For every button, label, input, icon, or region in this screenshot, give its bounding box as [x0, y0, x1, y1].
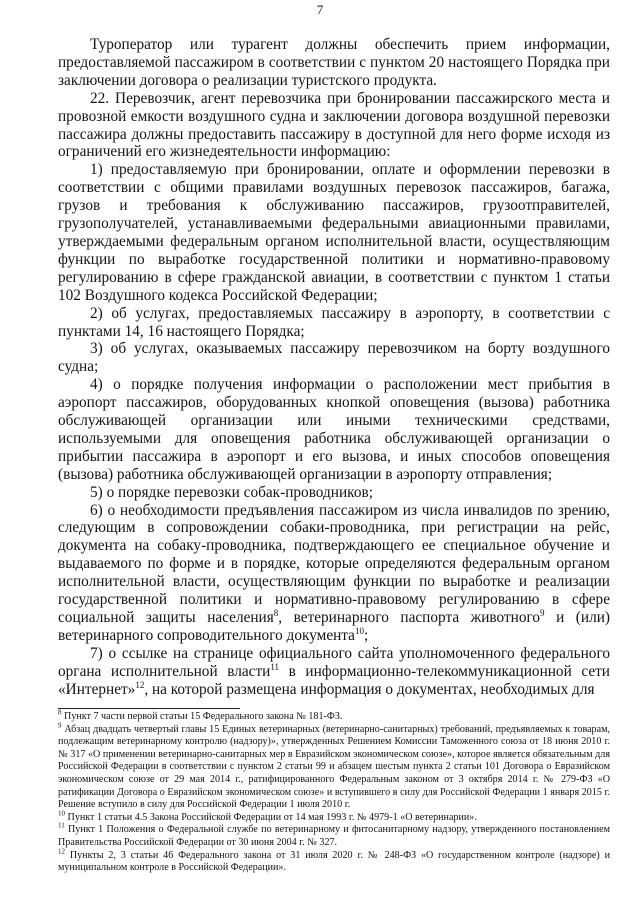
paragraph: 6) о необходимости предъявления пассажиром из числа инвалидов по зрению, следующим в сопровождении собаки-проводника, при регистрации на рейс, документа на собаку-проводника, подтверждающего ее специальное обучение и выдаваемого по форме и в порядке, которые определяются федеральным органом исполнительной власти, осуществляющим функции по выработке и реализации государственной политики и нормативно-правовому регулированию в сфере социальной защиты населения$^8$, ветеринарного паспорта животного$^9$ и (или) ветеринарного сопроводительного документа$^{10}$; [58, 501, 610, 644]
footnote-number: 8 [58, 708, 62, 717]
paragraph: 4) о порядке получения информации о расположении мест прибытия в аэропорт пассажиров, оборудованных кнопкой оповещения (вызова) работника обслуживающей организации или иными техническими средствами, используемыми для оповещения работника обслуживающей организации о прибытии пассажира в аэропорт и его вызова, и иных способов оповещения (вызова) работника обслуживающей организации в аэропорту отправления; [58, 376, 610, 483]
footnote-number: 10 [58, 809, 65, 818]
footnote-number: 9 [58, 721, 62, 730]
footnote: $^{12}$ Пункты 2, 3 статьи 46 Федерального закона от 31 июля 2020 г. № 248-ФЗ «О государственном контроле (надзоре) и муниципальном контроле в Российской Федерации». [58, 847, 610, 874]
footnotes [58, 708, 610, 875]
footnote-ref[interactable]: 10 [354, 625, 364, 636]
footnote: $^8$ Пункт 7 части первой статьи 15 Федерального закона № 181-ФЗ. [58, 708, 343, 722]
footnote-ref[interactable]: 12 [135, 679, 145, 690]
paragraph: Туроператор или турагент должны обеспечить прием информации, предоставляемой пассажиром в соответствии с пунктом 20 настоящего Порядка при заключении договора о реализации туристского продукта. [58, 36, 610, 89]
page-number: 7 [316, 2, 324, 17]
paragraph: 3) об услугах, оказываемых пассажиру перевозчиком на борту воздушного судна; [58, 340, 610, 376]
footnote: $^9$ Абзац двадцать четвертый главы 15 Единых ветеринарных (ветеринарно-санитарных) требований, предъявляемых к товарам, подлежащим ветеринарному контролю (надзору)», утвержденных Решением Комиссии Таможенного союза от 18 июня 2010 г. № 317 «О применении ветеринарно-санитарных мер в Евразийском экономическом союзе», которое является обязательным для Российской Федерации в соответствии с пунктом 2 статьи 99 и абзацем шестым пункта 2 статьи 101 Договора о Евразийском экономическом союзе от 29 мая 2014 г., ратифицированного Федеральным законом от 3 октября 2014 г. № 279-ФЗ «О ратификации Договора о Евразийском экономическом союзе» и вступившего в силу для Российской Федерации 1 января 2015 г. Решение вступило в силу для Российской Федерации 1 июля 2010 г. [58, 721, 610, 811]
footnote-ref[interactable]: 9 [540, 607, 545, 618]
footnote: $^{10}$ Пункт 1 статьи 4.5 Закона Российской Федерации от 14 мая 1993 г. № 4979-1 «О ветеринарии». [58, 809, 477, 823]
footnote-ref[interactable]: 8 [273, 607, 279, 618]
footnote-divider [58, 708, 240, 709]
footnote: $^{11}$ Пункт 1 Положения о Федеральной службе по ветеринарному и фитосанитарному надзору, утвержденного постановлением Правительства Российской Федерации от 30 июня 2004 г. № 327. [58, 821, 610, 848]
paragraph: 2) об услугах, предоставляемых пассажиру в аэропорту, в соответствии с пунктами 14, 16 настоящего Порядка; [58, 304, 610, 340]
footnote-ref[interactable]: 11 [270, 661, 280, 672]
paragraph: 5) о порядке перевозки собак-проводников; [90, 483, 373, 501]
paragraph: 7) о ссылке на странице официального сайта уполномоченного федерального органа исполнительной власти$^{11}$ в информационно-телекоммуникационной сети «Интернет»$^{12}$, на которой размещена информация о документах, необходимых для [58, 644, 610, 698]
paragraph: 22. Перевозчик, агент перевозчика при бронировании пассажирского места и провозной емкости воздушного судна и заключении договора воздушной перевозки пассажира должны предоставить пассажиру в доступной для него форме исходя из ограничений его жизнедеятельности информацию: [58, 89, 610, 161]
paragraph: 1) предоставляемую при бронировании, оплате и оформлении перевозки в соответствии с общими правилами воздушных перевозок пассажиров, багажа, грузов и требования к обслуживанию пассажиров, грузоотправителей, грузополучателей, устанавливаемыми федеральными авиационными правилами, утверждаемыми федеральным органом исполнительной власти, осуществляющим функции по выработке государственной политики и нормативно-правовому регулированию в сфере гражданской авиации, в соответствии с пунктом 1 статьи 102 Воздушного кодекса Российской Федерации; [58, 161, 610, 304]
footnote-number: 11 [58, 821, 65, 830]
footnote-number: 12 [58, 847, 65, 856]
document-body [58, 36, 610, 699]
